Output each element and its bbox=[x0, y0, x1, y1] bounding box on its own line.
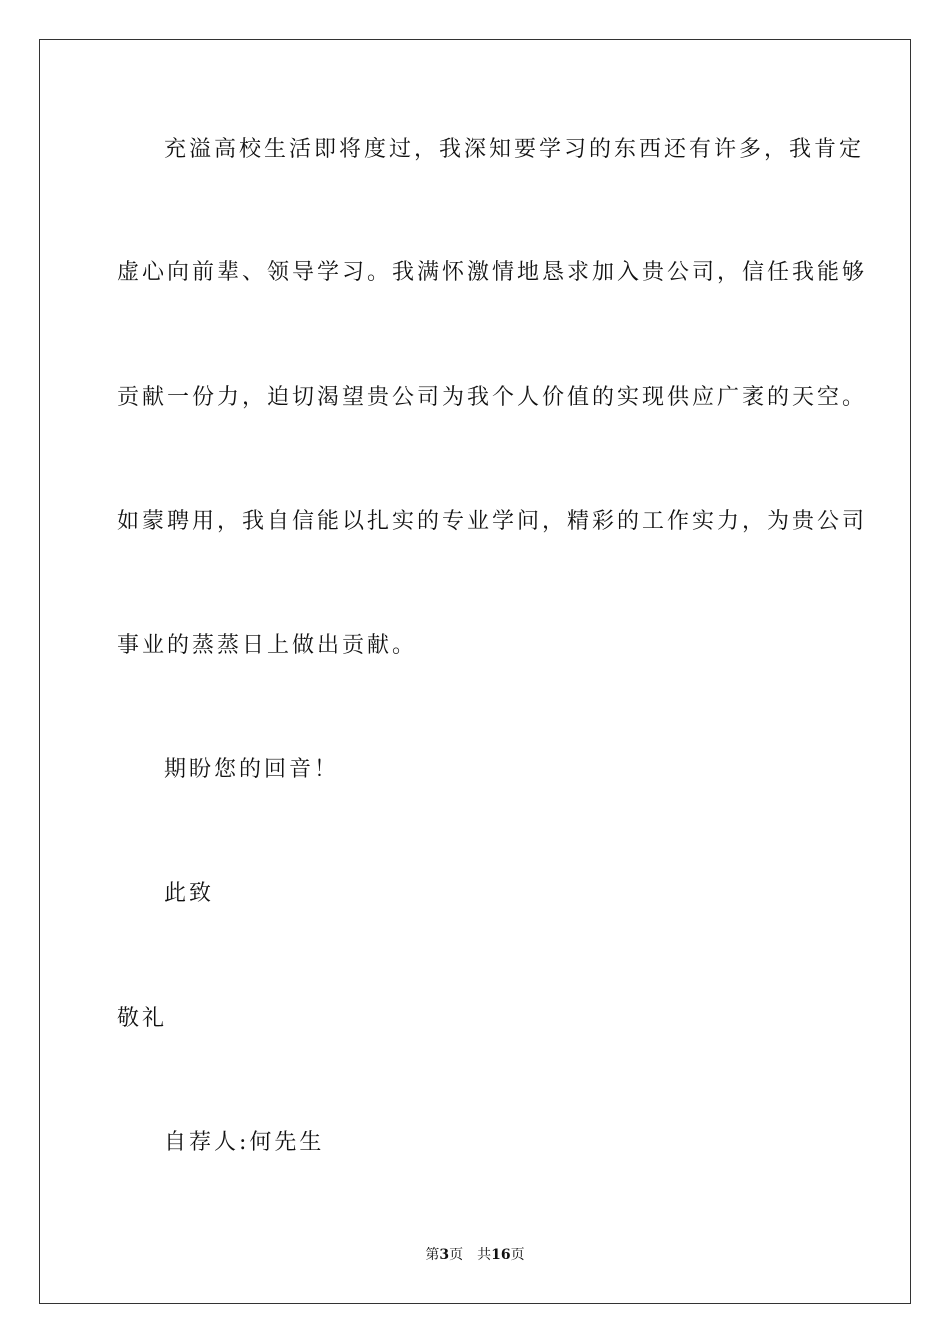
page-prefix: 第 bbox=[425, 1247, 440, 1263]
page-frame bbox=[39, 39, 911, 1304]
page-suffix: 页 bbox=[449, 1247, 464, 1263]
page-number: 3 bbox=[439, 1247, 450, 1263]
total-pages: 16 bbox=[491, 1247, 511, 1263]
paragraph-line-4: 如蒙聘用，我自信能以扎实的专业学问，精彩的工作实力，为贵公司 bbox=[117, 509, 868, 534]
page-footer bbox=[0, 1246, 950, 1264]
salutation-jingli: 敬礼 bbox=[117, 1006, 168, 1031]
closing-hope: 期盼您的回音！ bbox=[164, 757, 340, 782]
paragraph-line-1: 充溢高校生活即将度过，我深知要学习的东西还有许多，我肯定 bbox=[164, 137, 865, 162]
total-suffix: 页 bbox=[510, 1247, 525, 1263]
salutation-zhici: 此致 bbox=[164, 881, 215, 906]
total-prefix: 共 bbox=[477, 1247, 492, 1263]
signature: 自荐人:何先生 bbox=[164, 1130, 325, 1155]
paragraph-line-3: 贡献一份力，迫切渴望贵公司为我个人价值的实现供应广袤的天空。 bbox=[117, 385, 868, 410]
paragraph-line-2: 虚心向前辈、领导学习。我满怀激情地恳求加入贵公司，信任我能够 bbox=[117, 260, 868, 285]
paragraph-line-5: 事业的蒸蒸日上做出贡献。 bbox=[117, 633, 418, 658]
